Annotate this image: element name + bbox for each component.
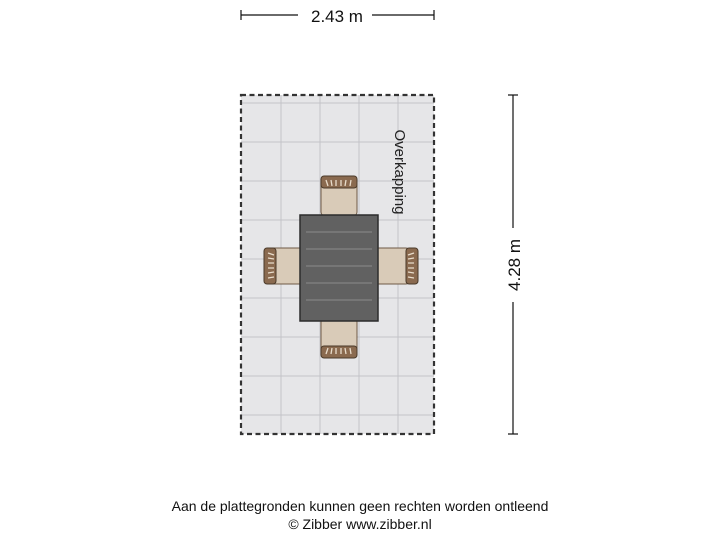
copyright-text: © Zibber www.zibber.nl (288, 516, 432, 532)
room-label: Overkapping (391, 129, 408, 215)
width-dimension-label: 2.43 m (311, 7, 363, 26)
chair-top (321, 176, 357, 216)
width-dimension (241, 7, 434, 26)
height-dimension-label: 4.28 m (505, 239, 524, 291)
chair-left (264, 248, 304, 284)
chair-right (372, 248, 418, 284)
chair-bottom (321, 318, 357, 358)
dining-table (300, 215, 378, 321)
disclaimer-text: Aan de plattegronden kunnen geen rechten worden ontleend (171, 498, 549, 514)
height-dimension (505, 95, 524, 434)
